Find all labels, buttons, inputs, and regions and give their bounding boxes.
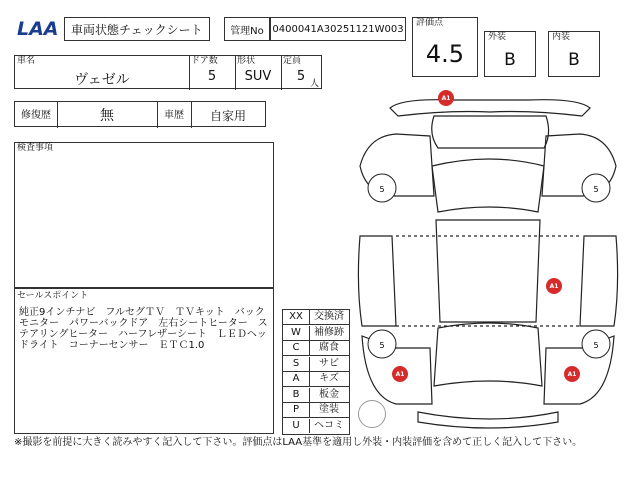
sales-points-label: セールスポイント	[17, 291, 89, 301]
tire-rear-right: 5	[593, 341, 599, 350]
legend-code: W	[283, 326, 310, 340]
score-label: 評価点	[416, 18, 444, 28]
sales-points-text: 純正9インチナビ フルセグＴＶ ＴＶキット バックモニター パワーバックドア 左右シートヒーター ステアリングヒーター ハーフレザーシート ＬＥＤヘッドライト コーナーセンサー ＥＴＣ1.0	[19, 307, 268, 351]
capacity-cell	[281, 56, 321, 90]
legend-description: 腐食	[319, 342, 339, 353]
body-type-value: SUV	[244, 69, 272, 84]
legend-description: 板金	[319, 388, 339, 400]
management-no-value	[270, 17, 406, 41]
capacity-label: 定員	[283, 56, 302, 66]
damage-legend-table	[282, 309, 350, 435]
repair-history-value: 無	[57, 102, 158, 128]
interior-grade-box	[548, 31, 600, 77]
inspection-notes-box	[14, 142, 274, 288]
sheet-title-text: 車両状態チェックシート	[71, 22, 203, 37]
interior-grade-label: 内装	[552, 32, 571, 42]
legend-description: 塗装	[319, 404, 339, 415]
doors-cell	[189, 56, 236, 90]
car-name-cell	[15, 56, 190, 90]
body-type-cell	[235, 56, 282, 90]
capacity-unit: 人	[309, 79, 319, 89]
management-no-label	[224, 17, 270, 41]
legend-description: 交換済	[314, 311, 344, 322]
legend-row	[283, 341, 349, 356]
history-table	[14, 101, 266, 127]
legend-description: サビ	[319, 357, 339, 369]
capacity-value: 5	[296, 69, 306, 84]
damage-mark-rear-left: A1	[395, 371, 405, 378]
score-box	[412, 17, 478, 77]
management-no-text: 0400041A30251121W003	[272, 23, 404, 35]
exterior-grade-box	[484, 31, 536, 77]
legend-code: S	[283, 357, 310, 371]
doors-label: ドア数	[191, 56, 218, 66]
legend-code: XX	[283, 310, 310, 324]
legend-code: B	[283, 388, 310, 402]
damage-mark-right-side: A1	[549, 283, 559, 290]
damage-mark-roof: A1	[441, 95, 451, 102]
interior-grade-value: B	[568, 50, 580, 70]
car-name-label: 車名	[17, 56, 36, 66]
management-no-label-text: 管理No	[230, 25, 264, 37]
legend-code: A	[283, 372, 310, 386]
car-name-value: ヴェゼル	[74, 72, 130, 88]
legend-code: C	[283, 341, 310, 355]
doors-value: 5	[207, 69, 217, 84]
body-type-label: 形状	[237, 56, 256, 66]
legend-code: P	[283, 403, 310, 417]
legend-row	[283, 326, 349, 341]
stamp-circle	[358, 400, 386, 428]
legend-row	[283, 388, 349, 403]
legend-row	[283, 419, 349, 433]
repair-history-label: 修復歴	[15, 102, 58, 128]
legend-description: キズ	[319, 373, 339, 384]
legend-row	[283, 372, 349, 387]
tire-front-right: 5	[593, 185, 599, 194]
vehicle-info-table	[14, 55, 322, 89]
legend-row	[283, 403, 349, 418]
inspection-label: 検査事項	[17, 143, 54, 153]
usage-history-label: 車歴	[157, 102, 192, 128]
footer-note: ※撮影を前提に大きく読みやすく記入して下さい。評価点はLAA基準を適用し外装・内装評価を含めて正しく記入して下さい。	[14, 437, 583, 448]
score-value: 4.5	[425, 40, 465, 68]
usage-history-value: 自家用	[209, 108, 246, 123]
legend-row	[283, 310, 349, 325]
tire-rear-left: 5	[379, 341, 385, 350]
tire-front-left: 5	[379, 185, 385, 194]
exterior-grade-label: 外装	[488, 32, 507, 42]
legend-description: 補修跡	[314, 326, 344, 338]
sheet-title	[64, 17, 210, 41]
exterior-grade-value: B	[504, 50, 516, 70]
car-damage-diagram	[352, 86, 624, 438]
legend-description: ヘコミ	[314, 419, 344, 431]
legend-row	[283, 357, 349, 372]
logo-text: LAA	[17, 18, 59, 39]
legend-code: U	[283, 419, 310, 433]
damage-mark-rear-right: A1	[567, 371, 577, 378]
sales-points-box	[14, 288, 274, 434]
tire-indicators	[368, 174, 610, 358]
laa-logo	[16, 17, 64, 39]
